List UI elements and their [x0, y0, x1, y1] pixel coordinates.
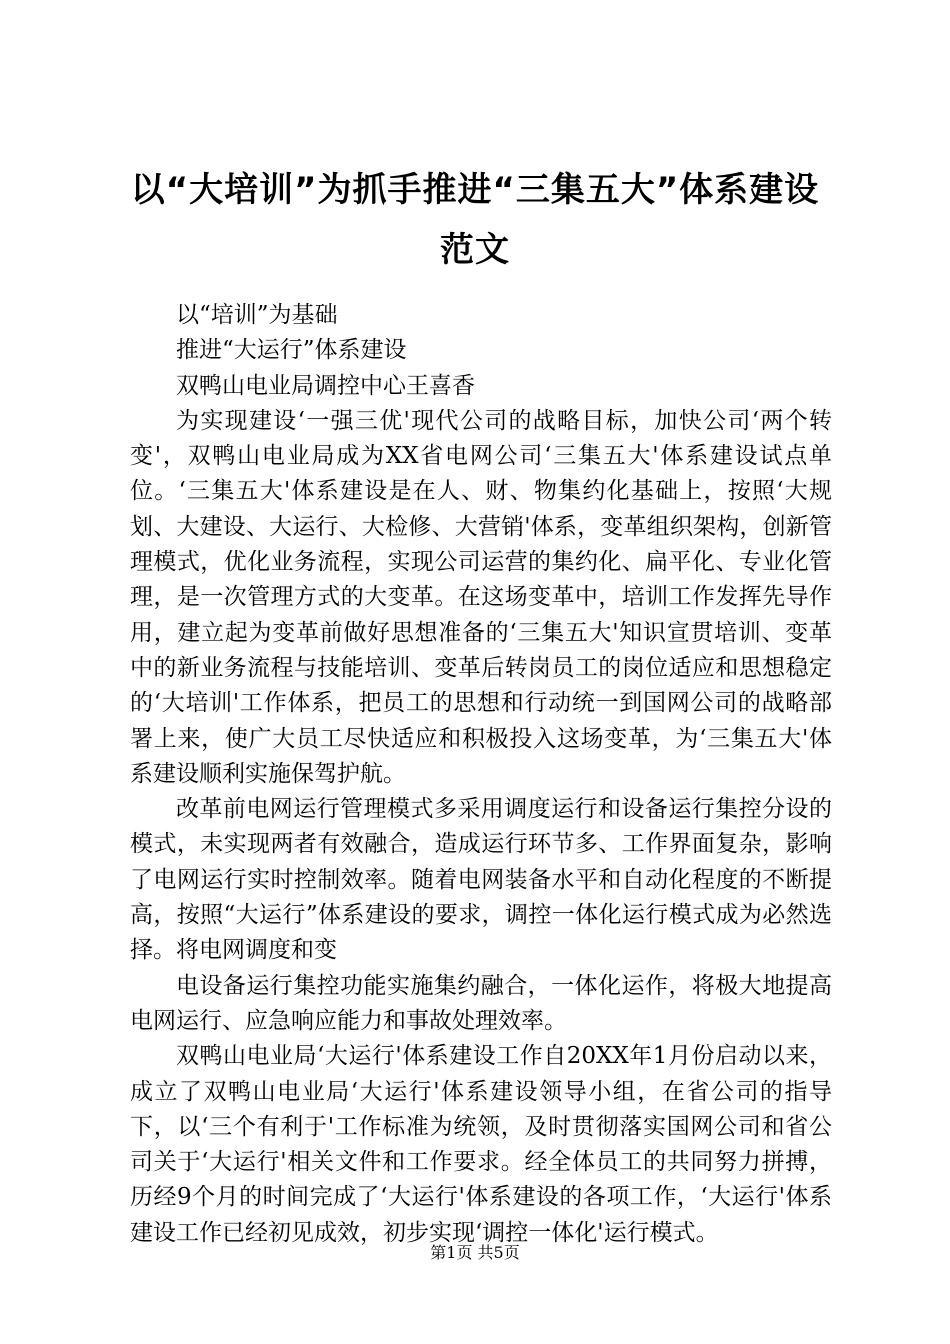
document-title: 以“大培训”为抓手推进“三集五大”体系建设范文: [130, 170, 820, 270]
body-paragraph: 双鸭山电业局‘大运行'体系建设工作自20XX年1月份启动以来，成立了双鸭山电业局‘大运行'体系建设领导小组，在省公司的指导下，以‘三个有利于'工作标准为统领，及时贯彻落实国网公司和省公司关于‘大运行'相关文件和工作要求。经全体员工的共同努力拼搏，历经9个月的时间完成了‘大运行'体系建设的各项工作，‘大运行'体系建设工作已经初见成效，初步实现‘调控一体化'运行模式。: [130, 1043, 832, 1246]
author-line: 双鸭山电业局调控中心王喜香: [176, 372, 475, 399]
body-paragraph: 为实现建设‘一强三优'现代公司的战略目标，加快公司‘两个转变'，双鸭山电业局成为XX省电网公司‘三集五大'体系建设试点单位。‘三集五大'体系建设是在人、财、物集约化基础上，按照‘大规划、大建设、大运行、大检修、大营销'体系，变革组织架构，创新管理模式，优化业务流程，实现公司运营的集约化、扁平化、专业化管理，是一次管理方式的大变革。在这场变革中，培训工作发挥先导作用，建立起为变革前做好思想准备的‘三集五大'知识宣贯培训、变革中的新业务流程与技能培训、变革后转岗员工的岗位适应和思想稳定的‘大培训'工作体系，把员工的思想和行动统一到国网公司的战略部署上来，使广大员工尽快适应和积极投入这场变革，为‘三集五大'体系建设顺利实施保驾护航。: [130, 407, 832, 787]
body-paragraph: 改革前电网运行管理模式多采用调度运行和设备运行集控分设的模式，未实现两者有效融合，造成运行环节多、工作界面复杂，影响了电网运行实时控制效率。随着电网装备水平和自动化程度的不断提高，按照“大运行”体系建设的要求，调控一体化运行模式成为必然选择。将电网调度和变: [130, 796, 832, 964]
page-footer: 第1页 共5页: [430, 1243, 520, 1262]
subtitle-line-2: 推进“大运行”体系建设: [176, 337, 407, 364]
body-paragraph: 电设备运行集控功能实施集约融合，一体化运作，将极大地提高电网运行、应急响应能力和事故处理效率。: [130, 972, 832, 1034]
document-body: [130, 298, 832, 1251]
subtitle-line-1: 以“培训”为基础: [176, 302, 338, 328]
